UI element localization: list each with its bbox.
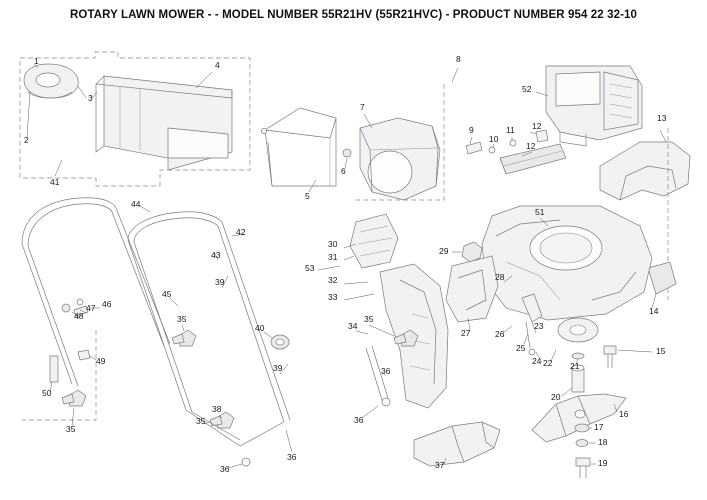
callout-36-b: 36	[354, 415, 364, 425]
callout-15: 15	[656, 346, 666, 356]
callout-35-b: 35	[364, 314, 374, 324]
callout-6: 6	[341, 166, 346, 176]
callout-17: 17	[594, 422, 604, 432]
callout-26: 26	[495, 329, 505, 339]
callout-22: 22	[543, 358, 553, 368]
callout-35-c: 35	[66, 424, 76, 434]
callout-48: 48	[74, 311, 84, 321]
callout-5: 5	[305, 191, 310, 201]
callout-2: 2	[24, 135, 29, 145]
callout-23: 23	[534, 321, 544, 331]
callout-19: 19	[598, 458, 608, 468]
callout-33: 33	[328, 292, 338, 302]
callout-40: 40	[255, 323, 265, 333]
callout-7: 7	[360, 102, 365, 112]
callout-3: 3	[88, 93, 93, 103]
callout-50: 50	[42, 388, 52, 398]
callout-29: 29	[439, 246, 449, 256]
callout-36-a: 36	[381, 366, 391, 376]
callout-46: 46	[102, 299, 112, 309]
callout-39-a: 39	[215, 277, 225, 287]
callout-42: 42	[236, 227, 246, 237]
callout-27: 27	[461, 328, 471, 338]
callout-38: 38	[212, 404, 222, 414]
callout-28: 28	[495, 272, 505, 282]
callout-32: 32	[328, 275, 338, 285]
callout-12-lower: 12	[526, 141, 536, 151]
callout-9: 9	[469, 125, 474, 135]
callout-8: 8	[456, 54, 461, 64]
callout-51: 51	[535, 207, 545, 217]
callout-12-upper: 12	[532, 121, 542, 131]
callout-11: 11	[506, 125, 515, 135]
callout-53: 53	[305, 263, 315, 273]
callout-24: 24	[532, 356, 542, 366]
page-title: ROTARY LAWN MOWER - - MODEL NUMBER 55R21HV (55R21HVC) - PRODUCT NUMBER 954 22 32-10	[70, 9, 637, 21]
callout-13: 13	[657, 113, 667, 123]
callout-20: 20	[551, 392, 561, 402]
callout-41: 41	[50, 177, 60, 187]
callout-16: 16	[619, 409, 629, 419]
callout-10: 10	[489, 134, 499, 144]
callout-14: 14	[649, 306, 659, 316]
callout-31: 31	[328, 252, 338, 262]
callout-25: 25	[516, 343, 526, 353]
callout-34: 34	[348, 321, 358, 331]
callout-35-a: 35	[177, 314, 187, 324]
callout-21: 21	[570, 361, 580, 371]
callout-1: 1	[34, 56, 39, 66]
callout-47: 47	[86, 303, 96, 313]
callout-44: 44	[131, 199, 141, 209]
callout-43: 43	[211, 250, 221, 260]
callout-4: 4	[215, 60, 220, 70]
callout-49: 49	[96, 356, 106, 366]
callout-45: 45	[162, 289, 172, 299]
callout-37: 37	[435, 460, 445, 470]
callout-18: 18	[598, 437, 608, 447]
callout-35-d: 35	[196, 416, 206, 426]
callout-52: 52	[522, 84, 532, 94]
callout-36-c: 36	[220, 464, 230, 474]
callout-39-b: 39	[273, 363, 283, 373]
callout-36-d: 36	[287, 452, 297, 462]
callout-30: 30	[328, 239, 338, 249]
